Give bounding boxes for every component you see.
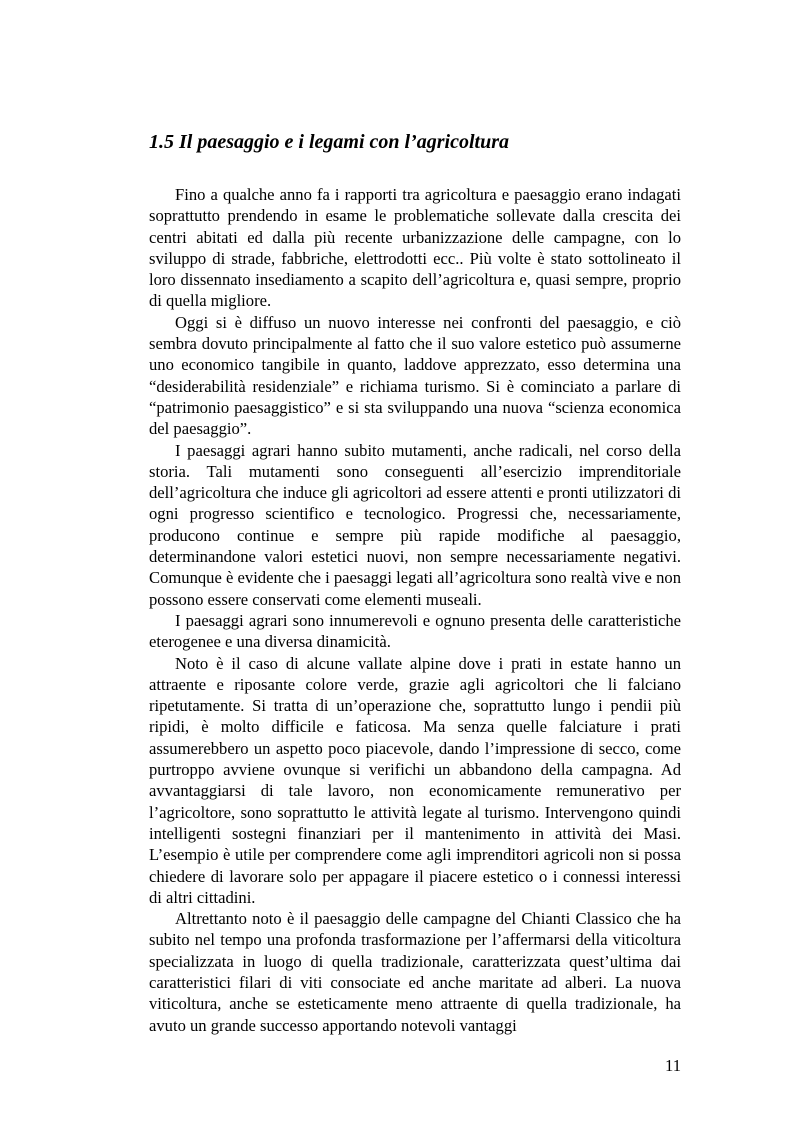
- body-text: [149, 184, 681, 1036]
- paragraph: I paesaggi agrari hanno subito mutamenti, anche radicali, nel corso della storia. Tali mutamenti sono conseguenti all’esercizio imprenditoriale dell’agricoltura che induce gli agricoltori ad essere attenti e pronti utilizzatori di ogni progresso scientifico e tecnologico. Progressi che, necessariamente, producono continue e sempre più rapide modifiche al paesaggio, determinandone valori estetici nuovi, non sempre necessariamente negativi. Comunque è evidente che i paesaggi legati all’agricoltura sono realtà vive e non possono essere conservati come elementi museali.: [149, 440, 681, 609]
- paragraph: Oggi si è diffuso un nuovo interesse nei confronti del paesaggio, e ciò sembra dovuto principalmente al fatto che il suo valore estetico può assumerne uno economico tangibile in quanto, laddove apprezzato, esso determina una “desiderabilità residenziale” e richiama turismo. Si è cominciato a parlare di “patrimonio paesaggistico” e si sta sviluppando una nuova “scienza economica del paesaggio”.: [149, 312, 681, 439]
- paragraph: I paesaggi agrari sono innumerevoli e ognuno presenta delle caratteristiche eterogenee e una diversa dinamicità.: [149, 610, 681, 652]
- section-title: 1.5 Il paesaggio e i legami con l’agricoltura: [149, 131, 509, 153]
- paragraph: Fino a qualche anno fa i rapporti tra agricoltura e paesaggio erano indagati soprattutto prendendo in esame le problematiche sollevate dalla crescita dei centri abitati ed dalla più recente urbanizzazione delle campagne, con lo sviluppo di strade, fabbriche, elettrodotti ecc.. Più volte è stato sottolineato il loro dissennato insediamento a scapito dell’agricoltura e, quasi sempre, proprio di quella migliore.: [149, 185, 681, 311]
- page-number: 11: [665, 1056, 681, 1075]
- paragraph: Noto è il caso di alcune vallate alpine dove i prati in estate hanno un attraente e riposante colore verde, grazie agli agricoltori che li falciano ripetutamente. Si tratta di un’operazione che, soprattutto lungo i pendii più ripidi, è molto difficile e faticosa. Ma senza quelle falciature i prati assumerebbero un aspetto poco piacevole, dando l’impressione di secco, come purtroppo avviene ovunque si verifichi un abbandono della campagna. Ad avvantaggiarsi di tale lavoro, non economicamente remunerativo per l’agricoltore, sono soprattutto le attività legate al turismo. Intervengono quindi intelligenti sostegni finanziari per il mantenimento in attività dei Masi. L’esempio è utile per comprendere come agli imprenditori agricoli non si possa chiedere di lavorare solo per appagare il piacere estetico o i connessi interessi di altri cittadini.: [149, 653, 681, 907]
- paragraph: Altrettanto noto è il paesaggio delle campagne del Chianti Classico che ha subito nel tempo una profonda trasformazione per l’affermarsi della viticoltura specializzata in luogo di quella tradizionale, caratterizzata quest’ultima dai caratteristici filari di viti consociate ed anche maritate ad alberi. La nuova viticoltura, anche se esteticamente meno attraente di quella tradizionale, ha avuto un grande successo apportando notevoli vantaggi: [149, 909, 681, 1035]
